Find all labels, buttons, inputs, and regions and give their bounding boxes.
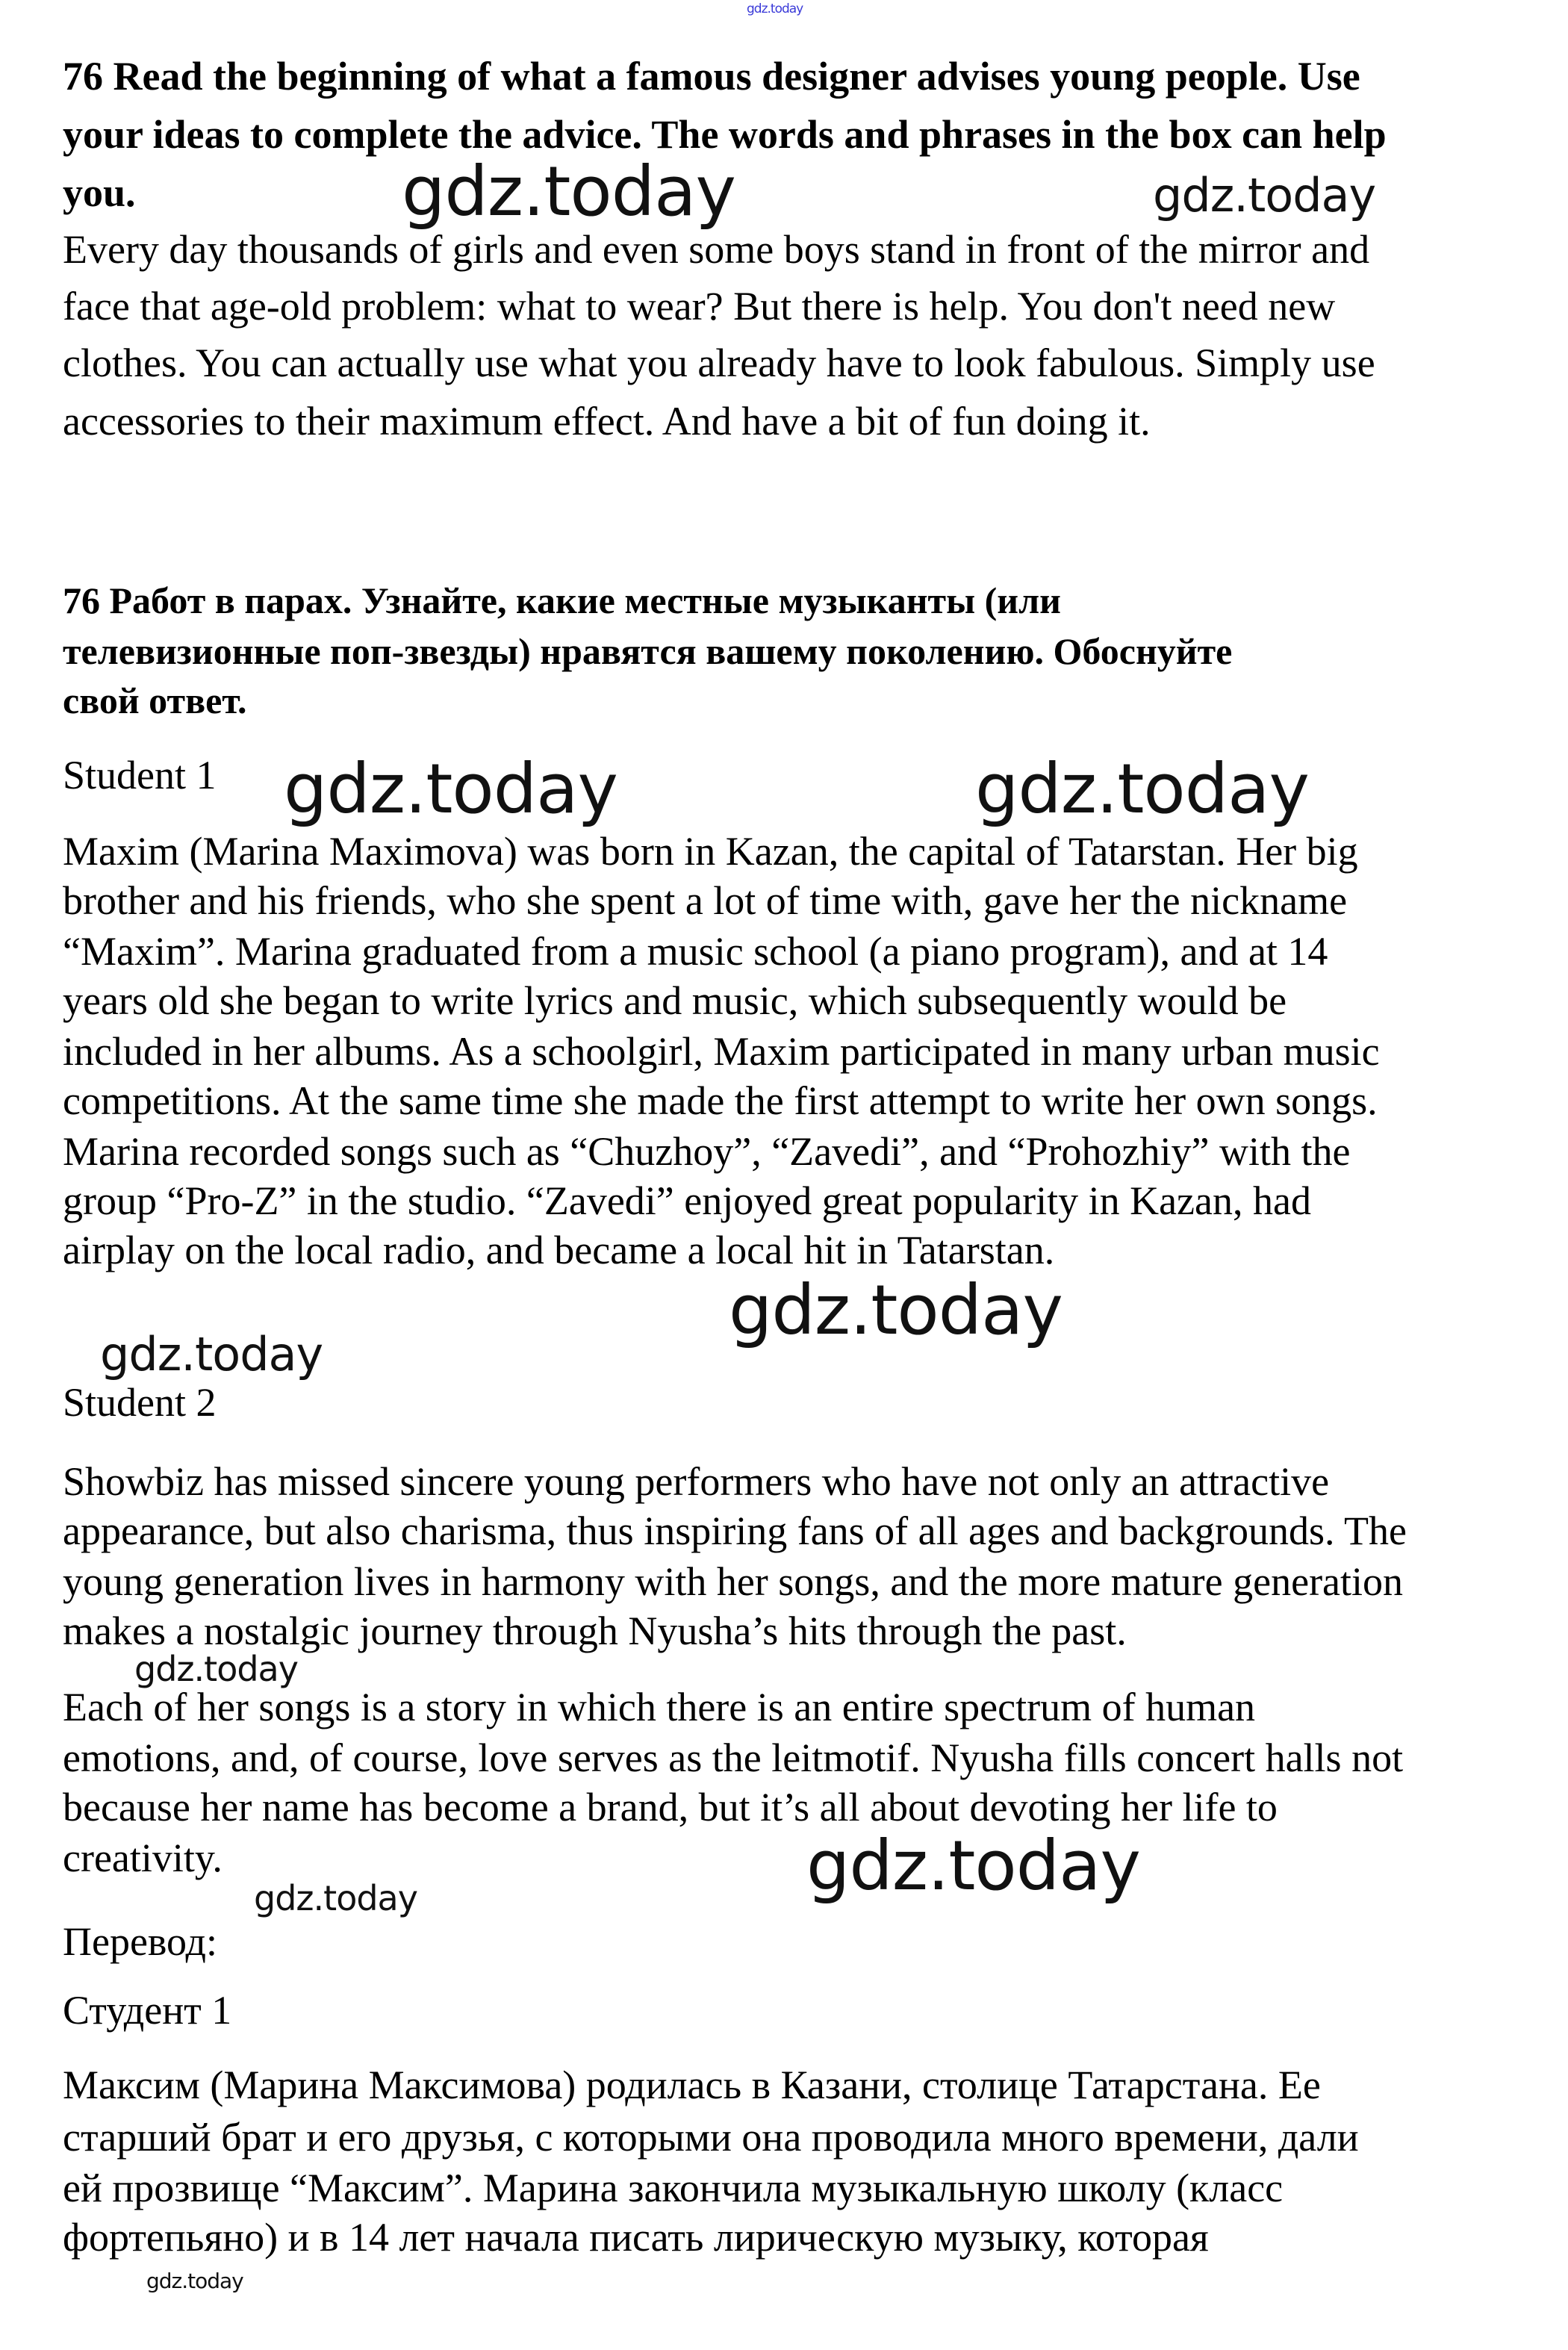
student1-line: group “Pro-Z” in the studio. “Zavedi” enjoyed great popularity in Kazan, had [63,1178,1311,1223]
student1-label: Student 1 [63,753,217,798]
watermark: gdz.today [284,749,617,829]
task1-paragraph-line: clothes. You can actually use what you already have to look fabulous. Simply use [63,341,1375,385]
ru-student1-label: Студент 1 [63,1988,232,2033]
student2-line: appearance, but also charisma, thus inspiring fans of all ages and backgrounds. The [63,1508,1407,1553]
watermark: gdz.today [254,1878,417,1918]
student2-line: because her name has become a brand, but it’s all about devoting her life to [63,1785,1278,1830]
task1-paragraph-line: face that age-old problem: what to wear? But there is help. You don't need new [63,284,1336,329]
translation-label: Перевод: [63,1919,217,1964]
ru-student1-line: Максим (Марина Максимова) родилась в Казани, столице Татарстана. Ее [63,2063,1321,2107]
ru-student1-line: ей прозвище “Максим”. Марина закончила музыкальную школу (класс [63,2166,1284,2210]
watermark: gdz.today [975,749,1309,829]
student1-line: airplay on the local radio, and became a local hit in Tatarstan. [63,1228,1055,1272]
student1-line: included in her albums. As a schoolgirl, Maxim participated in many urban music [63,1029,1380,1074]
ru-student1-line: старший брат и его друзья, с которыми она проводила много времени, дали [63,2115,1359,2160]
watermark: gdz.today [100,1327,323,1381]
watermark: gdz.today [146,2269,243,2293]
student2-line: young generation lives in harmony with her songs, and the more mature generation [63,1559,1404,1604]
watermark: gdz.today [134,1649,298,1689]
student2-line: creativity. [63,1835,223,1880]
student2-line: emotions, and, of course, love serves as the leitmotif. Nyusha fills concert halls not [63,1735,1404,1780]
student1-line: Marina recorded songs such as “Chuzhoy”, “Zavedi”, and “Prohozhiy” with the [63,1129,1351,1174]
watermark: gdz.today [747,1,803,16]
watermark: gdz.today [806,1826,1140,1906]
task1-heading-line: you. [63,170,136,215]
task2-heading-line: свой ответ. [63,680,247,721]
task2-heading-line: 76 Работ в парах. Узнайте, какие местные музыканты (или [63,579,1061,621]
ru-student1-line: фортепьяно) и в 14 лет начала писать лирическую музыку, которая [63,2215,1209,2260]
student1-line: brother and his friends, who she spent a lot of time with, gave her the nickname [63,878,1348,923]
watermark: gdz.today [1153,168,1376,223]
student1-line: competitions. At the same time she made the first attempt to write her own songs. [63,1078,1378,1123]
student2-label: Student 2 [63,1380,217,1425]
watermark: gdz.today [729,1270,1063,1350]
student2-line: Showbiz has missed sincere young performers who have not only an attractive [63,1459,1330,1504]
task1-heading-line: 76 Read the beginning of what a famous designer advises young people. Use [63,54,1360,99]
student1-line: years old she began to write lyrics and music, which subsequently would be [63,978,1287,1023]
student2-line: Each of her songs is a story in which there is an entire spectrum of human [63,1685,1256,1729]
student1-line: “Maxim”. Marina graduated from a music school (a piano program), and at 14 [63,929,1328,974]
task2-heading-line: телевизионные поп-звезды) нравятся вашему поколению. Обоснуйте [63,630,1233,672]
task1-paragraph-line: Every day thousands of girls and even some boys stand in front of the mirror and [63,227,1370,272]
watermark: gdz.today [402,152,735,231]
task1-heading-line: your ideas to complete the advice. The words and phrases in the box can help [63,112,1387,157]
student1-line: Maxim (Marina Maximova) was born in Kazan, the capital of Tatarstan. Her big [63,829,1358,874]
student2-line: makes a nostalgic journey through Nyusha’s hits through the past. [63,1608,1127,1653]
task1-paragraph-line: accessories to their maximum effect. And have a bit of fun doing it. [63,399,1151,444]
